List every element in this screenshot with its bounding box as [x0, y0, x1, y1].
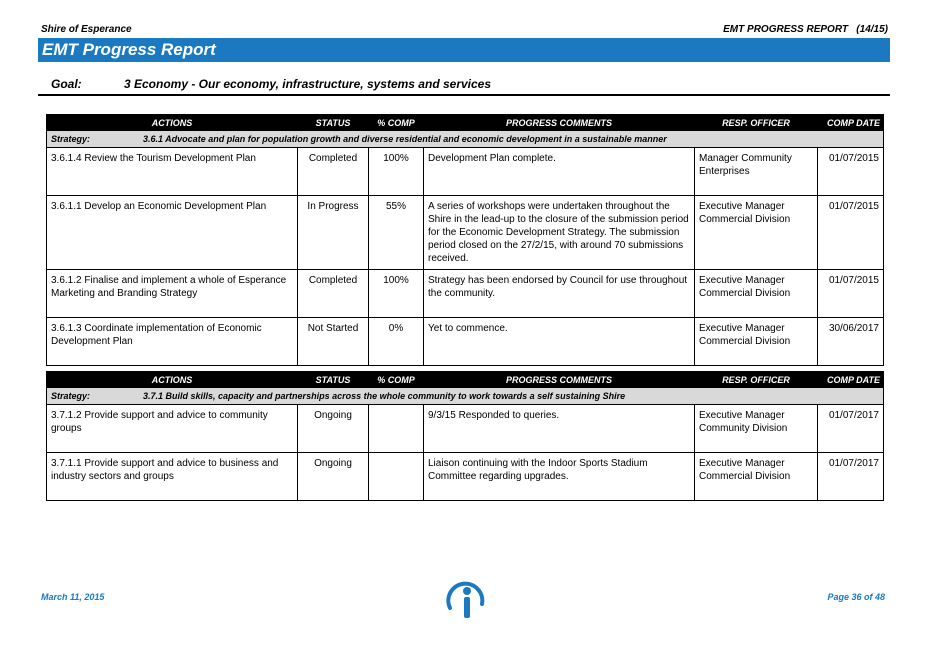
col-comments: PROGRESS COMMENTS	[424, 372, 695, 388]
action-cell: 3.7.1.1 Provide support and advice to business and industry sectors and groups	[47, 453, 298, 501]
status-cell: Ongoing	[298, 453, 369, 501]
col-officer: RESP. OFFICER	[695, 115, 818, 131]
col-comments: PROGRESS COMMENTS	[424, 115, 695, 131]
comment-cell: 9/3/15 Responded to queries.	[424, 405, 695, 453]
col-status: STATUS	[298, 115, 369, 131]
col-date: COMP DATE	[818, 115, 884, 131]
comment-cell: Strategy has been endorsed by Council for use throughout the community.	[424, 270, 695, 318]
comment-cell: Liaison continuing with the Indoor Sports Stadium Committee regarding upgrades.	[424, 453, 695, 501]
comp-cell: 0%	[369, 318, 424, 366]
table-row	[47, 270, 884, 318]
action-cell: 3.6.1.2 Finalise and implement a whole of Esperance Marketing and Branding Strategy	[47, 270, 298, 318]
comp-cell: 55%	[369, 196, 424, 270]
comment-cell: A series of workshops were undertaken throughout the Shire in the lead-up to the closure of the submission period for the Economic Development Strategy. The submission period closed on the 27/2/15, with around 70 submissions received.	[424, 196, 695, 270]
officer-cell: Executive Manager Commercial Division	[695, 270, 818, 318]
officer-cell: Executive Manager Community Division	[695, 405, 818, 453]
officer-cell: Manager Community Enterprises	[695, 148, 818, 196]
goal-divider	[38, 94, 890, 96]
table-header-row	[47, 115, 884, 131]
col-date: COMP DATE	[818, 372, 884, 388]
table-row	[47, 318, 884, 366]
action-cell: 3.7.1.2 Provide support and advice to community groups	[47, 405, 298, 453]
comp-cell	[369, 453, 424, 501]
status-cell: Completed	[298, 148, 369, 196]
strategy-text: 3.6.1 Advocate and plan for population growth and diverse residential and economic development in a sustainable manner	[143, 134, 667, 144]
col-comp: % COMP	[369, 115, 424, 131]
strategy-row	[47, 388, 884, 405]
date-cell: 01/07/2015	[818, 270, 884, 318]
goal-text: 3 Economy - Our economy, infrastructure, systems and services	[124, 77, 492, 91]
comp-cell: 100%	[369, 270, 424, 318]
status-cell: Not Started	[298, 318, 369, 366]
page-number: Page 36 of 48	[827, 592, 885, 602]
date-cell: 30/06/2017	[818, 318, 884, 366]
col-officer: RESP. OFFICER	[695, 372, 818, 388]
comp-cell	[369, 405, 424, 453]
progress-table-3-7-1	[46, 371, 884, 501]
strategy-label: Strategy:	[51, 134, 91, 144]
status-cell: Ongoing	[298, 405, 369, 453]
strategy-cell	[47, 388, 884, 405]
report-identifier: EMT PROGRESS REPORT (14/15)	[723, 24, 888, 35]
info-i-logo-icon	[444, 578, 488, 620]
date-cell: 01/07/2017	[818, 405, 884, 453]
col-comp: % COMP	[369, 372, 424, 388]
date-cell: 01/07/2015	[818, 196, 884, 270]
col-actions: ACTIONS	[47, 372, 298, 388]
progress-table-3-6-1	[46, 114, 884, 366]
page-title: EMT Progress Report	[42, 40, 216, 59]
table-row	[47, 405, 884, 453]
col-actions: ACTIONS	[47, 115, 298, 131]
status-cell: In Progress	[298, 196, 369, 270]
footer-date: March 11, 2015	[41, 592, 105, 602]
table-row	[47, 148, 884, 196]
comment-cell: Development Plan complete.	[424, 148, 695, 196]
officer-cell: Executive Manager Commercial Division	[695, 453, 818, 501]
organization-name: Shire of Esperance	[41, 24, 132, 35]
table-row	[47, 453, 884, 501]
action-cell: 3.6.1.1 Develop an Economic Development Plan	[47, 196, 298, 270]
officer-cell: Executive Manager Commercial Division	[695, 318, 818, 366]
strategy-label: Strategy:	[51, 391, 91, 401]
action-cell: 3.6.1.3 Coordinate implementation of Economic Development Plan	[47, 318, 298, 366]
date-cell: 01/07/2017	[818, 453, 884, 501]
table-header-row	[47, 372, 884, 388]
strategy-cell	[47, 131, 884, 148]
strategy-text: 3.7.1 Build skills, capacity and partnerships across the whole community to work towards a self sustaining Shire	[143, 391, 626, 401]
action-cell: 3.6.1.4 Review the Tourism Development Plan	[47, 148, 298, 196]
table-row	[47, 196, 884, 270]
date-cell: 01/07/2015	[818, 148, 884, 196]
strategy-row	[47, 131, 884, 148]
title-banner	[38, 38, 890, 62]
status-cell: Completed	[298, 270, 369, 318]
goal-label: Goal:	[51, 77, 82, 91]
col-status: STATUS	[298, 372, 369, 388]
officer-cell: Executive Manager Commercial Division	[695, 196, 818, 270]
comment-cell: Yet to commence.	[424, 318, 695, 366]
comp-cell: 100%	[369, 148, 424, 196]
